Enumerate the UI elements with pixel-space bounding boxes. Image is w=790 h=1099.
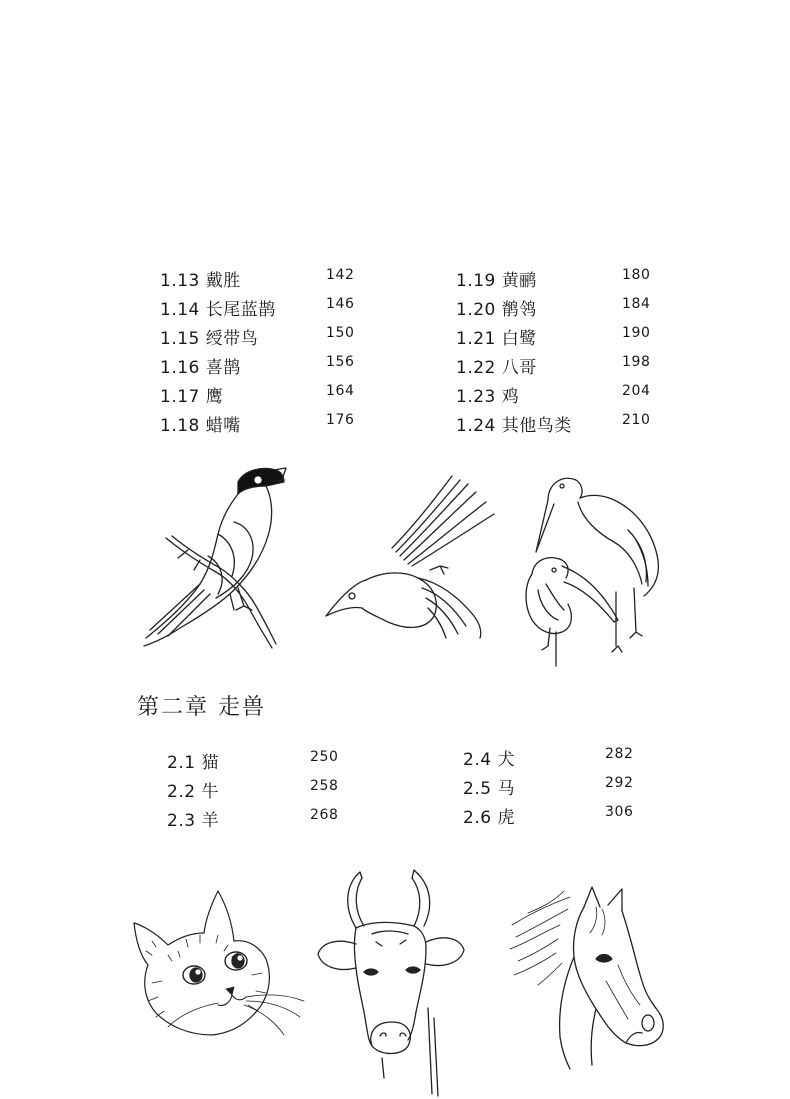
toc-entry-page: 164 (326, 383, 355, 399)
toc-entry-page: 210 (622, 412, 651, 428)
egrets-icon (518, 470, 668, 670)
toc-entry-title: 2.6 虎 (463, 808, 515, 828)
toc-entry-page: 198 (622, 354, 651, 370)
toc-entry-title: 1.17 鹰 (160, 387, 224, 407)
toc-entry-title: 1.20 鹡鸰 (456, 300, 537, 320)
toc-entry-title: 2.1 猫 (167, 753, 219, 773)
toc-entry-title: 1.19 黄鹂 (456, 271, 537, 291)
toc-entry-title: 2.4 犬 (463, 750, 515, 770)
cat-head-icon (128, 885, 306, 1045)
ox-head-icon (316, 868, 466, 1096)
toc-entry-title: 1.14 长尾蓝鹊 (160, 300, 276, 320)
toc-entry-page: 190 (622, 325, 651, 341)
toc-entry-page: 250 (310, 749, 339, 765)
toc-entry-title: 1.22 八哥 (456, 358, 537, 378)
toc-entry-page: 258 (310, 778, 339, 794)
toc-entry-title: 2.2 牛 (167, 782, 219, 802)
toc-entry-title: 1.18 蜡嘴 (160, 416, 241, 436)
horse-head-icon (508, 885, 668, 1070)
toc-entry-page: 268 (310, 807, 339, 823)
toc-entry-page: 150 (326, 325, 355, 341)
toc-entry-page: 282 (605, 746, 634, 762)
toc-entry-title: 1.23 鸡 (456, 387, 520, 407)
toc-entry-title: 1.16 喜鹊 (160, 358, 241, 378)
toc-entry-page: 156 (326, 354, 355, 370)
toc-entry-title: 1.24 其他鸟类 (456, 416, 572, 436)
toc-entry-page: 184 (622, 296, 651, 312)
chapter-heading[interactable]: 第二章 走兽 (137, 695, 266, 720)
toc-entry-page: 306 (605, 804, 634, 820)
toc-entry-page: 146 (326, 296, 355, 312)
toc-entry-page: 204 (622, 383, 651, 399)
toc-entry-title: 1.21 白鹭 (456, 329, 537, 349)
toc-entry-title: 2.5 马 (463, 779, 515, 799)
flying-swallow-icon (322, 470, 500, 640)
toc-entry-page: 142 (326, 267, 355, 283)
toc-entry-title: 1.13 戴胜 (160, 271, 241, 291)
toc-entry-title: 1.15 绶带鸟 (160, 329, 259, 349)
toc-entry-page: 292 (605, 775, 634, 791)
toc-entry-page: 180 (622, 267, 651, 283)
grosbeak-bird-icon (138, 460, 288, 655)
toc-entry-title: 2.3 羊 (167, 811, 219, 831)
toc-entry-page: 176 (326, 412, 355, 428)
